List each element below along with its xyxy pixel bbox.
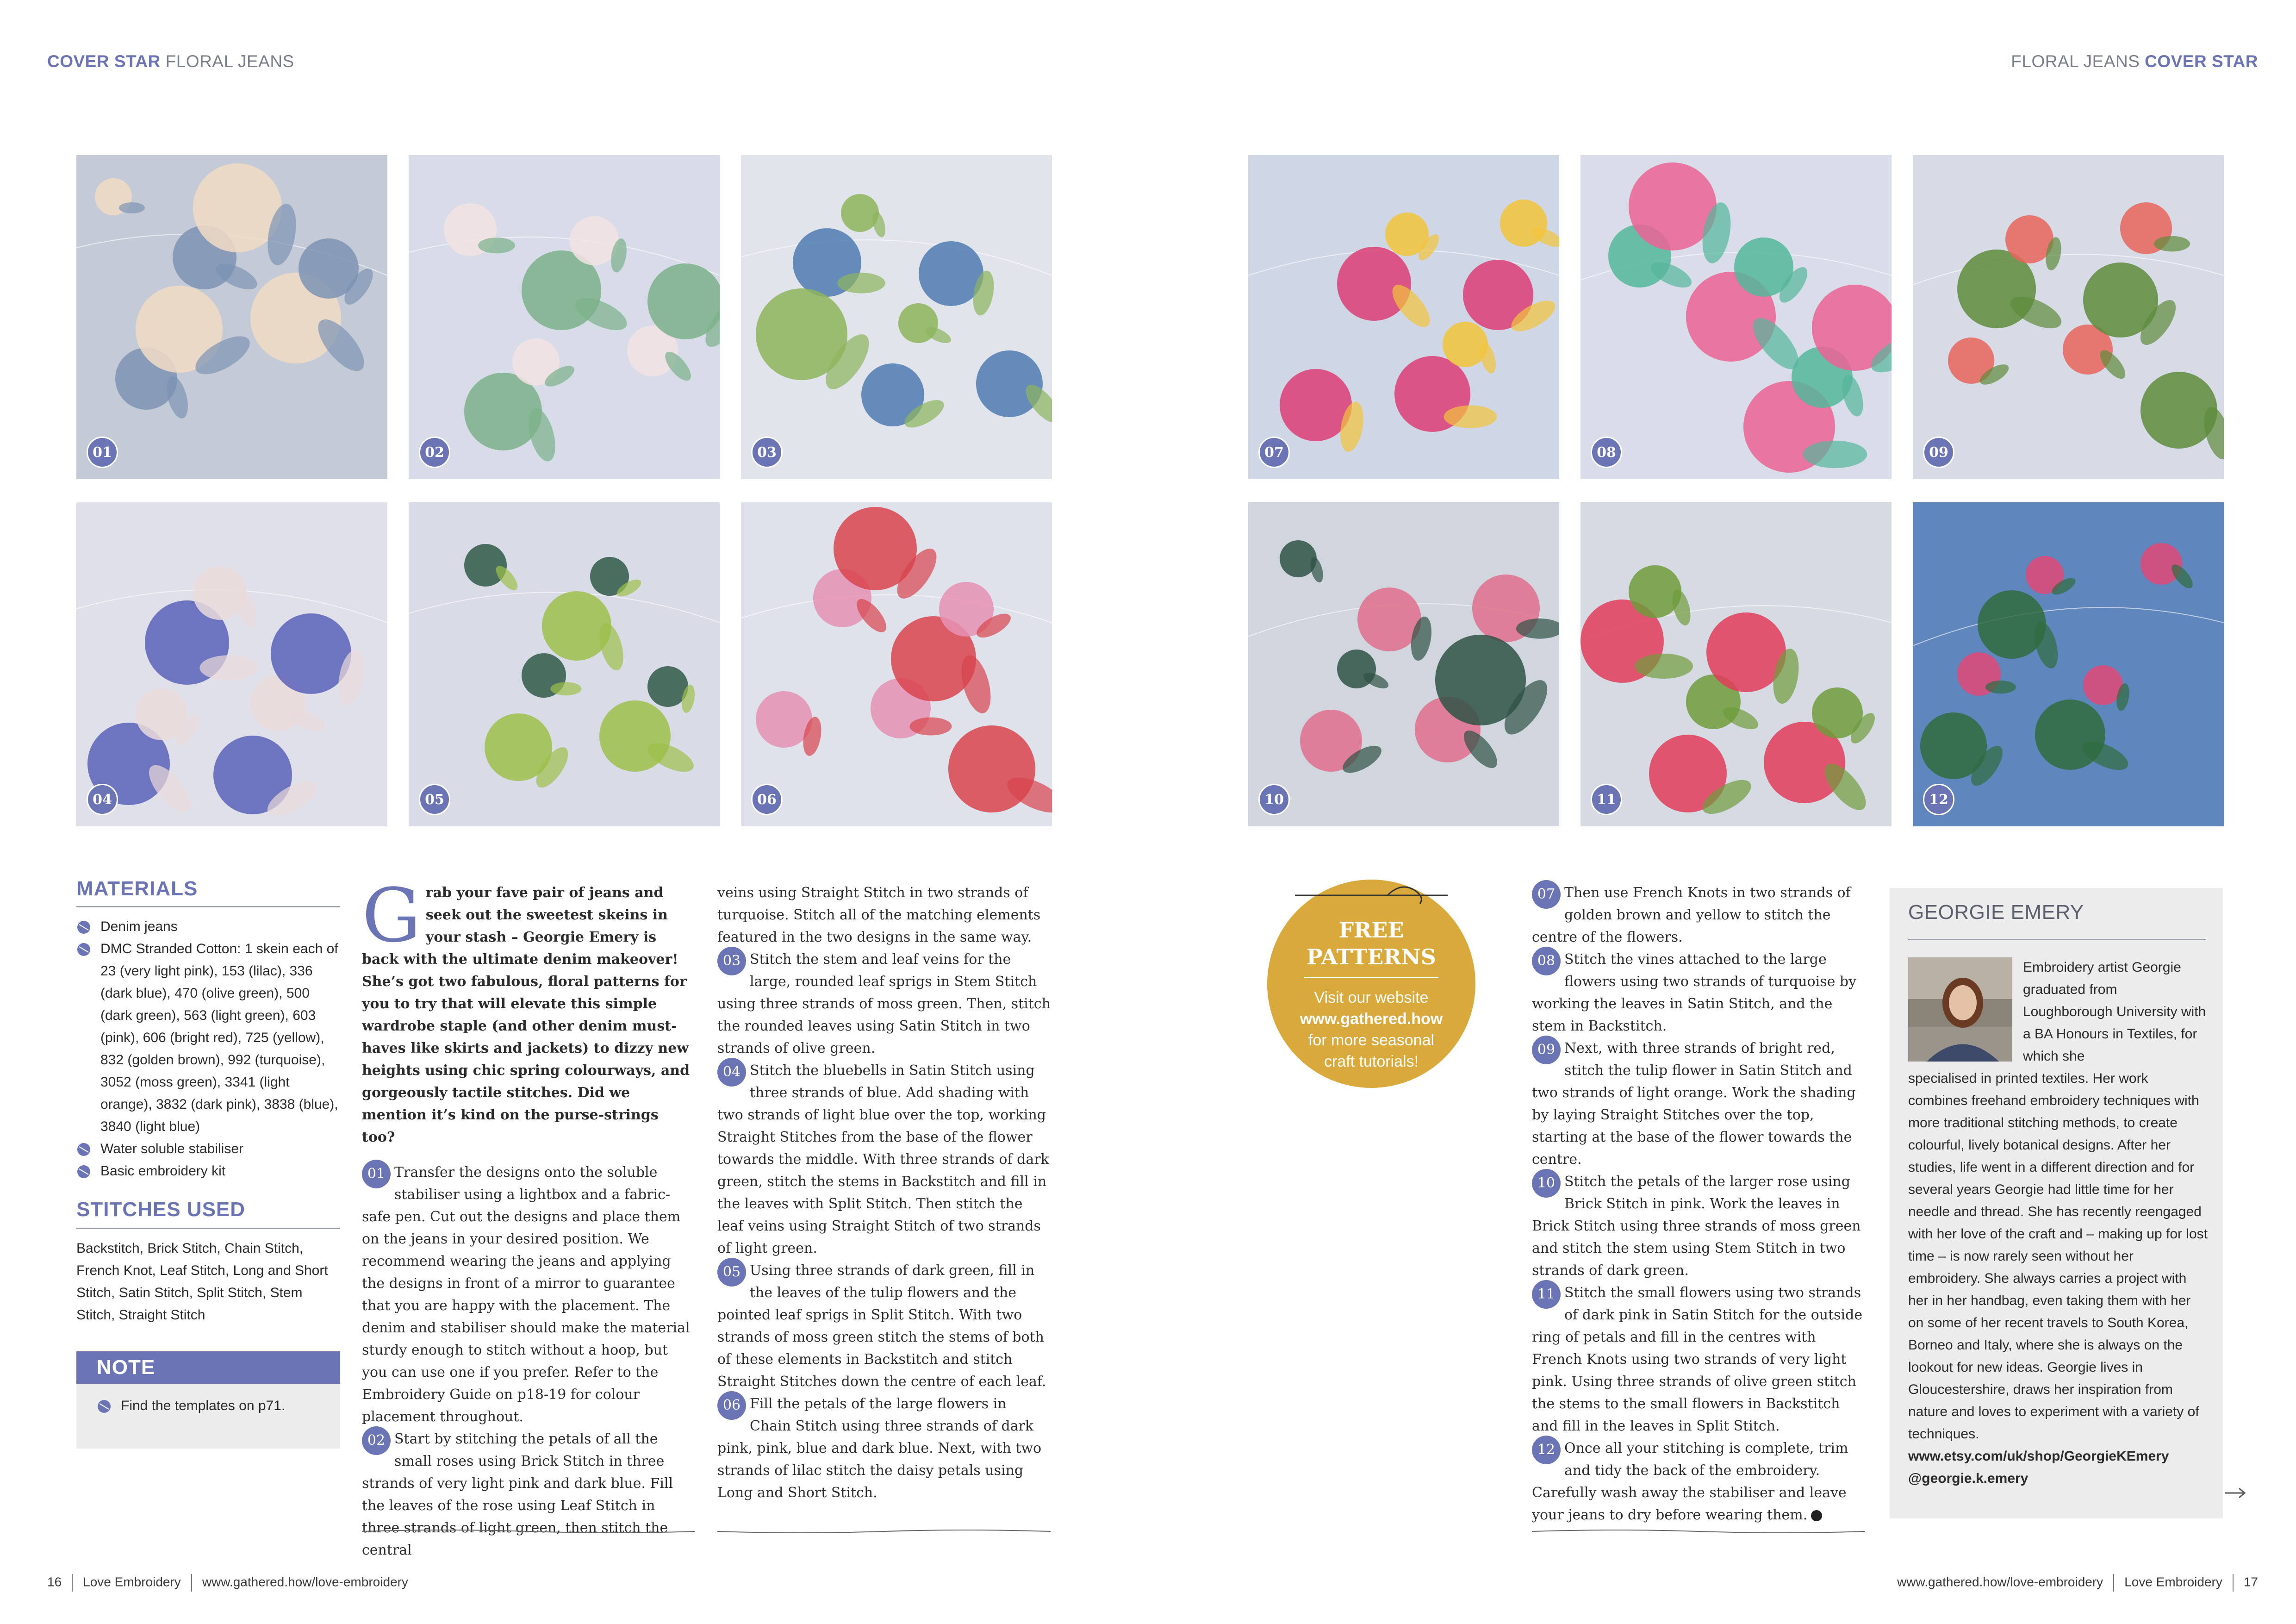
step-paragraph: 08 Stitch the vines attached to the large flowers using two strands of turquoise by working the leaves in Satin Stitch, and the stem in Backstitch.: [1532, 949, 1865, 1037]
embroidery-photo: [409, 502, 720, 826]
step-number-badge: 10: [1258, 784, 1290, 815]
step-number: 06: [717, 1391, 746, 1420]
stitches-heading: STITCHES USED: [76, 1198, 246, 1221]
embroidery-photo: [741, 155, 1052, 479]
step-number: 08: [1532, 947, 1561, 975]
material-item: Water soluble stabiliser: [76, 1138, 340, 1160]
running-head-right: FLORAL JEANS COVER STAR: [2011, 52, 2258, 71]
bio-social-handle[interactable]: @georgie.k.emery: [1908, 1471, 2028, 1486]
step-number: 01: [362, 1160, 391, 1188]
footer-right: [1897, 1574, 2258, 1592]
bio-name: GEORGIE EMERY: [1908, 901, 2084, 924]
paragraph: veins using Straight Stitch in two strands of turquoise. Stitch all of the matching elements featured in the two designs in the same way.: [717, 885, 1041, 945]
step-number-badge: 04: [87, 784, 118, 815]
step-number-badge: 05: [419, 784, 450, 815]
step-photo: [1913, 155, 2224, 479]
material-item: Denim jeans: [76, 916, 340, 938]
note-heading: NOTE: [76, 1351, 340, 1384]
step-number: 07: [1532, 880, 1561, 909]
embroidery-photo: [1248, 155, 1559, 479]
step-photo: [1913, 502, 2224, 826]
step-number-badge: 11: [1591, 784, 1622, 815]
author-photo: [1908, 957, 2012, 1062]
divider-squiggle: [1532, 1528, 1865, 1535]
intro: Grab your fave pair of jeans and seek out the sweetest skeins in your stash – Georgie Emery is back with the ultimate denim makeover! She’s got two fabulous, floral patterns for you to try that will elevate this simple wardrobe staple (and other denim must-haves like skirts and jackets) to dizzy new heights using chic spring colourways, and gorgeously tactile stitches. Did we mention it’s kind on the purse-strings too?: [362, 872, 690, 1145]
step-paragraph: 07 Then use French Knots in two strands of golden brown and yellow to stitch the centre of the flowers.: [1532, 882, 1865, 949]
embroidery-photo: [1913, 155, 2224, 479]
bio-text-intro: Embroidery artist Georgie graduated from Loughborough University with a BA Honours in Textiles, for which she: [2023, 960, 2206, 1064]
note-box: [76, 1351, 340, 1449]
step-paragraph: 10 Stitch the petals of the larger rose using Brick Stitch in pink. Work the leaves in Brick Stitch using three strands of moss green and stitch the stem using Stem Stitch in two strands of dark green.: [1532, 1171, 1865, 1282]
step-number: 02: [362, 1426, 391, 1455]
thread-bobbin-icon: [76, 1142, 91, 1157]
embroidery-photo: [1580, 502, 1892, 826]
article-column-2: [717, 882, 1051, 1504]
materials-heading: MATERIALS: [76, 877, 198, 900]
step-photo: [409, 155, 720, 479]
step-number-badge: 02: [419, 437, 450, 468]
thread-bobbin-icon: [76, 1164, 91, 1179]
step-photo: [76, 502, 387, 826]
step-paragraph: 02 Start by stitching the petals of all the small roses using Brick Stitch in three strands of very light pink and dark blue. Fill the leaves of the rose using Leaf Stitch in three strands of light green, then stitch the central: [362, 1428, 695, 1562]
embroidery-photo: [1248, 502, 1559, 826]
bio-text: specialised in printed textiles. Her work combines freehand embroidery techniques with more traditional stitching methods, to create colourful, lively botanical designs. After her studies, life went in a different direction and for several years Georgie had little time for her needle and thread. She has recently reengaged with her love of the craft and – making up for lost time – is now rarely seen without her embroidery. She always carries a project with her in her handbag, even taking them with her on some of her recent travels to South Korea, Borneo and Italy, where she is always on the lookout for new ideas. Georgie lives in Gloucestershire, draws her inspiration from nature and loves to experiment with a variety of techniques. www.etsy.com/uk/shop/GeorgieKEmery @georgie.k.emery: [1908, 1068, 2209, 1490]
page-number: 17: [2243, 1574, 2258, 1589]
note-item: Find the templates on p71.: [97, 1395, 340, 1417]
thread-bobbin-icon: [97, 1399, 112, 1414]
step-number: 11: [1532, 1280, 1561, 1309]
divider: [76, 1228, 340, 1229]
material-item: DMC Stranded Cotton: 1 skein each of 23 (very light pink), 153 (lilac), 336 (dark blue), 470 (olive green), 500 (dark green), 563 (light green), 603 (pink), 606 (bright red), 725 (yellow), 832 (golden brown), 992 (turquoise), 3052 (moss green), 3341 (light orange), 3832 (dark pink), 3838 (blue), 3840 (light blue): [76, 938, 340, 1138]
divider: [1304, 977, 1438, 978]
divider-squiggle: [362, 1528, 695, 1535]
step-paragraph: 06 Fill the petals of the large flowers in Chain Stitch using three strands of dark pink, pink, blue and dark blue. Next, with two strands of lilac stitch the daisy petals using Long and Short Stitch.: [717, 1393, 1051, 1504]
material-item: Basic embroidery kit: [76, 1160, 340, 1182]
promo-url[interactable]: www.gathered.how: [1300, 1010, 1443, 1028]
divider-squiggle: [717, 1528, 1051, 1535]
thread-bobbin-icon: [76, 920, 91, 935]
step-number-badge: 01: [87, 437, 118, 468]
embroidery-photo: [741, 502, 1052, 826]
step-number: 05: [717, 1258, 746, 1287]
article-column-1: [362, 872, 695, 1562]
step-paragraph: 05 Using three strands of dark green, fill in the leaves of the tulip flowers and the pointed leaf sprigs in Split Stitch. With two strands of moss green stitch the stems of both of these elements in Backstitch and stitch Straight Stitches down the centre of each leaf.: [717, 1260, 1051, 1393]
embroidery-photo: [1913, 502, 2224, 826]
step-number-badge: 08: [1591, 437, 1622, 468]
materials-list: [76, 916, 340, 1182]
footer-url[interactable]: www.gathered.how/love-embroidery: [1897, 1574, 2103, 1589]
step-paragraph: 09 Next, with three strands of bright red, stitch the tulip flower in Satin Stitch and two strands of light orange. Work the shading by laying Straight Stitches over the top, starting at the base of the flower towards the centre.: [1532, 1037, 1865, 1171]
stitches-text: Backstitch, Brick Stitch, Chain Stitch, French Knot, Leaf Stitch, Long and Short Stitch, Satin Stitch, Split Stitch, Stem Stitch, Straight Stitch: [76, 1241, 328, 1323]
step-number: 10: [1532, 1169, 1561, 1198]
step-photo: [741, 155, 1052, 479]
step-paragraph: 04 Stitch the bluebells in Satin Stitch using three strands of blue. Add shading with two strands of light blue over the top, working Straight Stitches from the base of the flower towards the middle. With three strands of dark green, stitch the stems in Backstitch and fill in the leaves with Split Stitch. Then stitch the leaf veins using Straight Stitch of two strands of light green.: [717, 1060, 1051, 1260]
step-number: 03: [717, 947, 746, 975]
divider: [1908, 939, 2206, 940]
step-paragraph: 01 Transfer the designs onto the soluble stabiliser using a lightbox and a fabric-safe pen. Cut out the designs and place them on the jeans in your desired position. We recommend wearing the jeans and applying the designs in front of a mirror to guarantee that you are happy with the placement. The denim and stabiliser should make the material sturdy enough to stitch without a hoop, but you can use one if you prefer. Refer to the Embroidery Guide on p18-19 for colour placement throughout.: [362, 1162, 695, 1428]
step-number: 09: [1532, 1036, 1561, 1064]
step-paragraph: 12 Once all your stitching is complete, trim and tidy the back of the embroidery. Carefully wash away the stabiliser and leave your jeans to dry before wearing them.: [1532, 1437, 1865, 1526]
free-patterns-badge[interactable]: [1267, 880, 1475, 1088]
step-paragraph: 03 Stitch the stem and leaf veins for the large, rounded leaf sprigs in Stem Stitch using three strands of moss green. Then, stitch the rounded leaves using Satin Stitch in two strands of olive green.: [717, 949, 1051, 1060]
step-photo: [741, 502, 1052, 826]
step-number-badge: 03: [751, 437, 783, 468]
step-photo: [409, 502, 720, 826]
step-photo: [1248, 502, 1559, 826]
promo-title: FREE PATTERNS: [1307, 918, 1436, 969]
footer-url[interactable]: www.gathered.how/love-embroidery: [202, 1574, 408, 1589]
page-number: 16: [47, 1574, 62, 1589]
embroidery-photo: [409, 155, 720, 479]
step-number-badge: 06: [751, 784, 783, 815]
bio-website-link[interactable]: www.etsy.com/uk/shop/GeorgieKEmery: [1908, 1449, 2169, 1464]
step-number: 04: [717, 1058, 746, 1087]
step-photo: [1248, 155, 1559, 479]
article-column-3: [1532, 882, 1865, 1526]
step-number-badge: 12: [1923, 784, 1954, 815]
embroidery-photo: [1580, 155, 1892, 479]
step-paragraph: 11 Stitch the small flowers using two strands of dark pink in Satin Stitch for the outside ring of petals and fill in the centres with French Knots using two strands of very light pink. Using three strands of olive green stitch the stems to the small flowers in Backstitch and fill in the leaves in Split Stitch.: [1532, 1282, 1865, 1437]
step-photo: [1580, 155, 1892, 479]
needle-thread-icon: [1263, 877, 1480, 909]
running-head-left: COVER STAR FLORAL JEANS: [47, 52, 294, 71]
embroidery-photo: [76, 155, 387, 479]
step-photo: [1580, 502, 1892, 826]
magazine-title: Love Embroidery: [83, 1574, 181, 1589]
step-photo: [76, 155, 387, 479]
thread-bobbin-icon: [76, 942, 91, 957]
divider: [76, 906, 340, 907]
footer-left: [47, 1574, 408, 1592]
drop-cap: G: [362, 872, 421, 959]
magazine-title: Love Embroidery: [2124, 1574, 2222, 1589]
embroidery-photo: [76, 502, 387, 826]
promo-text: Visit our website www.gathered.how for more seasonal craft tutorials!: [1267, 987, 1475, 1072]
bio-panel: [1890, 888, 2223, 1518]
end-mark-icon: [1811, 1510, 1822, 1521]
arrow-right-icon: [2224, 1486, 2247, 1500]
step-number-badge: 07: [1258, 437, 1290, 468]
step-number-badge: 09: [1923, 437, 1954, 468]
materials-panel: [76, 877, 340, 1449]
step-number: 12: [1532, 1436, 1561, 1464]
